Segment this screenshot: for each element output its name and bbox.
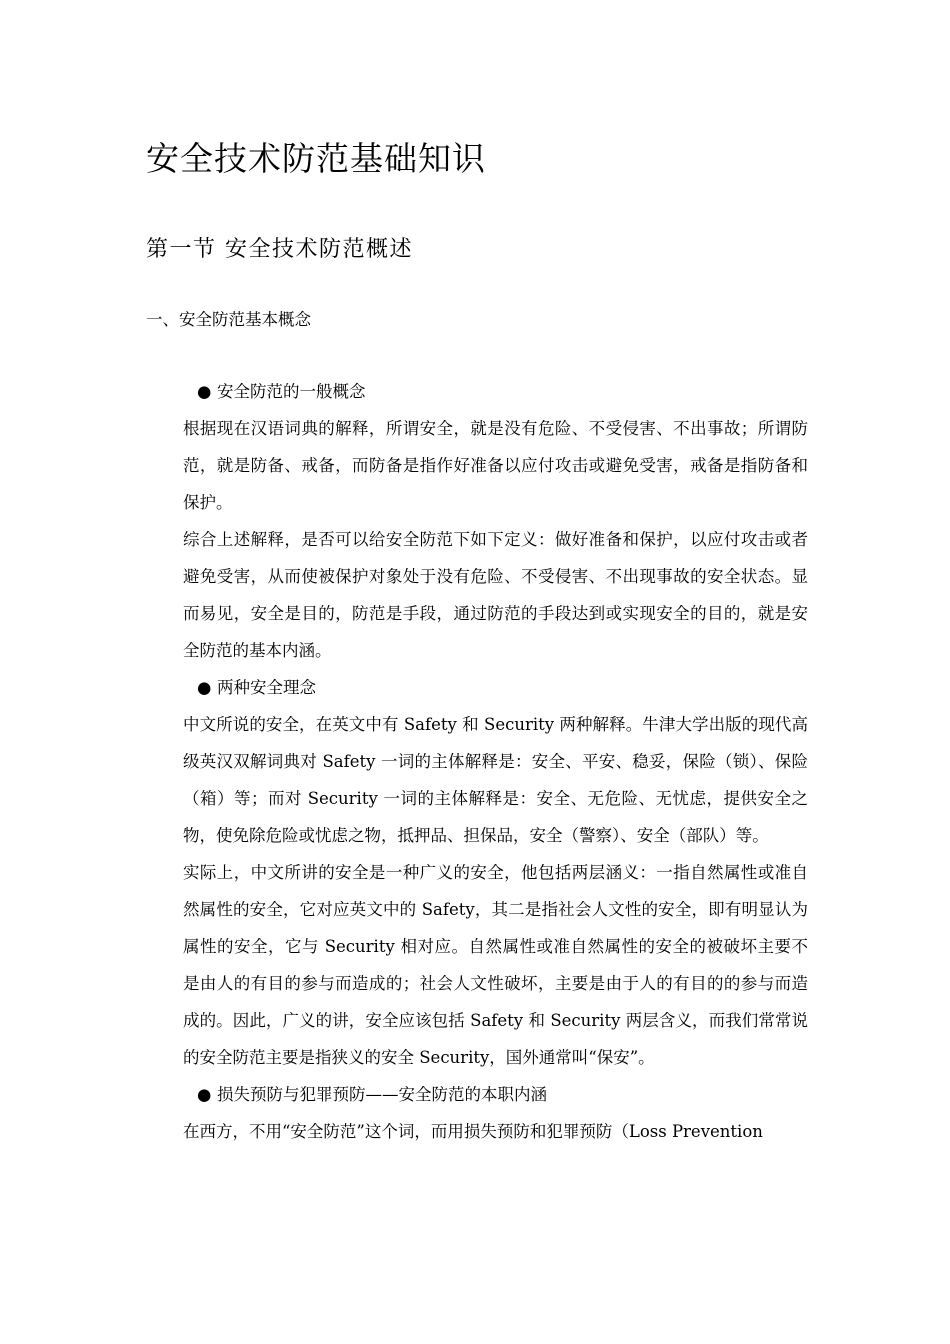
paragraph: 中文所说的安全，在英文中有 Safety 和 Security 两种解释。牛津大学出版的现代高级英汉双解词典对 Safety 一词的主体解释是：安全、平安、稳妥，保险（锁）、保险（箱）等；而对 Security 一词的主体解释是：安全、无危险、无忧虑，提供安全之物，使免除危险或忧虑之物，抵押品、担保品，安全（警察）、安全（部队）等。 bbox=[183, 715, 808, 845]
bullet-icon: ● bbox=[197, 382, 212, 401]
bullet-item bbox=[183, 373, 808, 410]
paragraph: 实际上，中文所讲的安全是一种广义的安全，他包括两层涵义：一指自然属性或准自然属性的安全，它对应英文中的 Safety，其二是指社会人文性的安全，即有明显认为属性的安全，它与 Security 相对应。自然属性或准自然属性的安全的被破坏主要不是由人的有目的参与而造成的；社会人文性破坏，主要是由于人的有目的的参与而造成的。因此，广义的讲，安全应该包括 Safety 和 Security 两层含义，而我们常常说的安全防范主要是指狭义的安全 Security，国外通常叫“保安”。 bbox=[183, 863, 808, 1067]
bullet-item bbox=[183, 669, 808, 706]
document-title: 安全技术防范基础知识 bbox=[146, 139, 486, 178]
paragraph: 在西方，不用“安全防范”这个词，而用损失预防和犯罪预防（Loss Prevention bbox=[183, 1122, 763, 1141]
bullet-item bbox=[183, 1076, 808, 1113]
subsection-title: 一、安全防范基本概念 bbox=[146, 310, 311, 329]
paragraph: 综合上述解释，是否可以给安全防范下如下定义：做好准备和保护，以应付攻击或者避免受害，从而使被保护对象处于没有危险、不受侵害、不出现事故的安全状态。显而易见，安全是目的，防范是手段，通过防范的手段达到或实现安全的目的，就是安全防范的基本内涵。 bbox=[183, 530, 808, 660]
bullet-text: 两种安全理念 bbox=[217, 678, 316, 697]
bullet-text: 损失预防与犯罪预防——安全防范的本职内涵 bbox=[217, 1085, 547, 1104]
paragraph: 根据现在汉语词典的解释，所谓安全，就是没有危险、不受侵害、不出事故；所谓防范，就是防备、戒备，而防备是指作好准备以应付攻击或避免受害，戒备是指防备和保护。 bbox=[183, 419, 808, 512]
bullet-text: 安全防范的一般概念 bbox=[217, 382, 366, 401]
document-body bbox=[183, 373, 808, 1150]
bullet-icon: ● bbox=[197, 678, 212, 697]
bullet-icon: ● bbox=[197, 1085, 212, 1104]
section-title: 第一节 安全技术防范概述 bbox=[146, 237, 413, 262]
